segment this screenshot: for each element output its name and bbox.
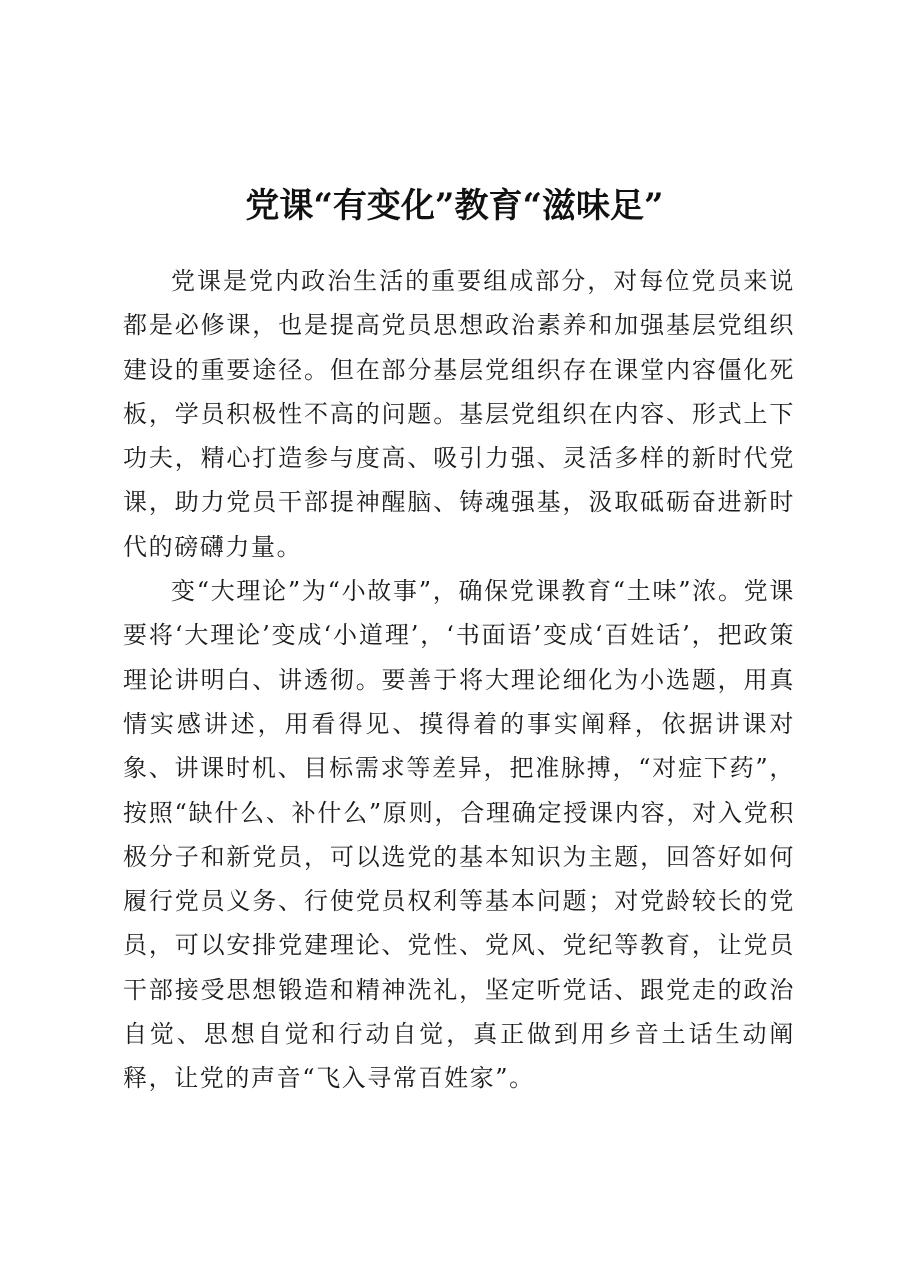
document-title: 党课“有变化”教育“滋味足” <box>245 186 664 226</box>
document-body <box>123 259 795 1101</box>
paragraph-2: 变“大理论”为“小故事”，确保党课教育“土味”浓。党课要将‘大理论’变成‘小道理’，‘书面语’变成‘百姓话’，把政策理论讲明白、讲透彻。要善于将大理论细化为小选题，用真情实感讲述，用看得见、摸得着的事实阐释，依据讲课对象、讲课时机、目标需求等差异，把准脉搏，“对症下药”，按照“缺什么、补什么”原则，合理确定授课内容，对入党积极分子和新党员，可以选党的基本知识为主题，回答好如何履行党员义务、行使党员权利等基本问题；对党龄较长的党员，可以安排党建理论、党性、党风、党纪等教育，让党员干部接受思想锻造和精神洗礼，坚定听党话、跟党走的政治自觉、思想自觉和行动自觉，真正做到用乡音土话生动阐释，让党的声音“飞入寻常百姓家”。 <box>123 577 795 1093</box>
paragraph-1: 党课是党内政治生活的重要组成部分，对每位党员来说都是必修课，也是提高党员思想政治素养和加强基层党组织建设的重要途径。但在部分基层党组织存在课堂内容僵化死板，学员积极性不高的问题。基层党组织在内容、形式上下功夫，精心打造参与度高、吸引力强、灵活多样的新时代党课，助力党员干部提神醒脑、铸魂强基，汲取砥砺奋进新时代的磅礴力量。 <box>123 267 795 561</box>
